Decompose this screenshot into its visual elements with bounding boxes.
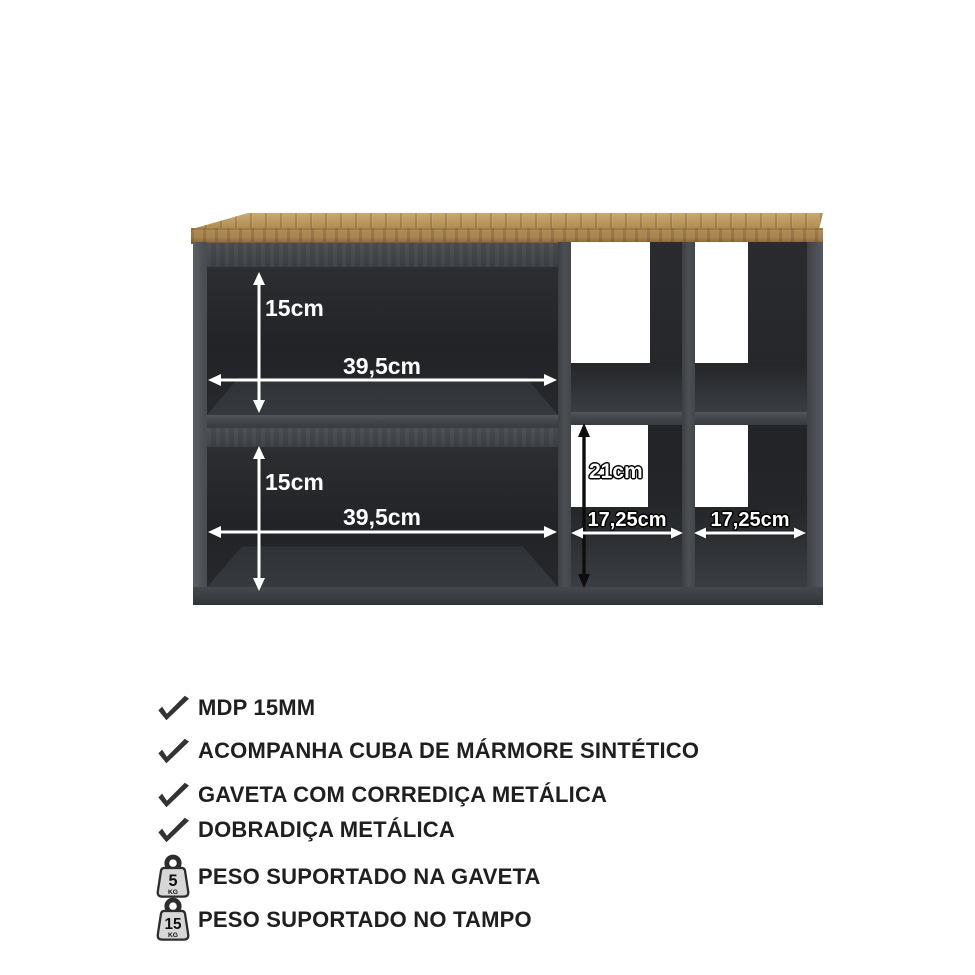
label-lower-shelf-width: 39,5cm xyxy=(342,504,421,530)
left-side-panel xyxy=(193,242,207,605)
weight-icon xyxy=(148,854,198,901)
lower-top-rail xyxy=(207,428,558,447)
feature-label: PESO SUPORTADO NO TAMPO xyxy=(198,907,532,932)
check-icon xyxy=(148,695,198,722)
check-icon xyxy=(148,738,198,765)
label-right-niche-height: 21cm xyxy=(589,460,643,483)
middle-shelf xyxy=(207,415,558,428)
weight-icon xyxy=(148,897,198,944)
feature-label: MDP 15MM xyxy=(198,695,316,720)
feature-row-dobradica xyxy=(148,805,455,855)
weight-unit: KG xyxy=(167,888,179,896)
cubby-opening-top-left xyxy=(571,242,650,363)
feature-label: GAVETA COM CORREDIÇA METÁLICA xyxy=(198,782,608,807)
label-upper-shelf-width: 39,5cm xyxy=(342,353,421,379)
check-icon xyxy=(148,817,198,844)
label-lower-shelf-height: 15cm xyxy=(265,469,324,495)
weight-value: 5 xyxy=(168,871,178,890)
right-side-panel xyxy=(807,242,823,587)
label-right-niche-left-width: 17,25cm xyxy=(587,509,667,531)
weight-value: 15 xyxy=(164,915,182,933)
feature-row-cuba xyxy=(148,726,699,776)
arrow-right-niche-height xyxy=(577,423,591,588)
arrow-lower-shelf-height xyxy=(252,446,266,591)
cubby-floor-top-left xyxy=(571,363,682,412)
arrow-upper-shelf-height xyxy=(252,272,266,413)
wood-countertop-surface xyxy=(190,213,824,229)
cubby-opening-bottom-right xyxy=(695,425,748,507)
upper-top-rail xyxy=(207,243,558,267)
feature-label: PESO SUPORTADO NA GAVETA xyxy=(198,864,541,889)
feature-label: DOBRADIÇA METÁLICA xyxy=(198,817,455,842)
feature-label: ACOMPANHA CUBA DE MÁRMORE SINTÉTICO xyxy=(198,738,700,763)
section-divider xyxy=(558,242,571,587)
weight-unit: KG xyxy=(167,931,179,939)
cubby-floor-top-right xyxy=(695,363,807,412)
label-right-niche-right-width: 17,25cm xyxy=(710,509,790,531)
feature-row-peso-tampo xyxy=(148,895,532,945)
label-upper-shelf-height: 15cm xyxy=(265,295,324,321)
cubby-opening-top-right xyxy=(695,242,748,363)
bottom-rail xyxy=(193,587,823,605)
